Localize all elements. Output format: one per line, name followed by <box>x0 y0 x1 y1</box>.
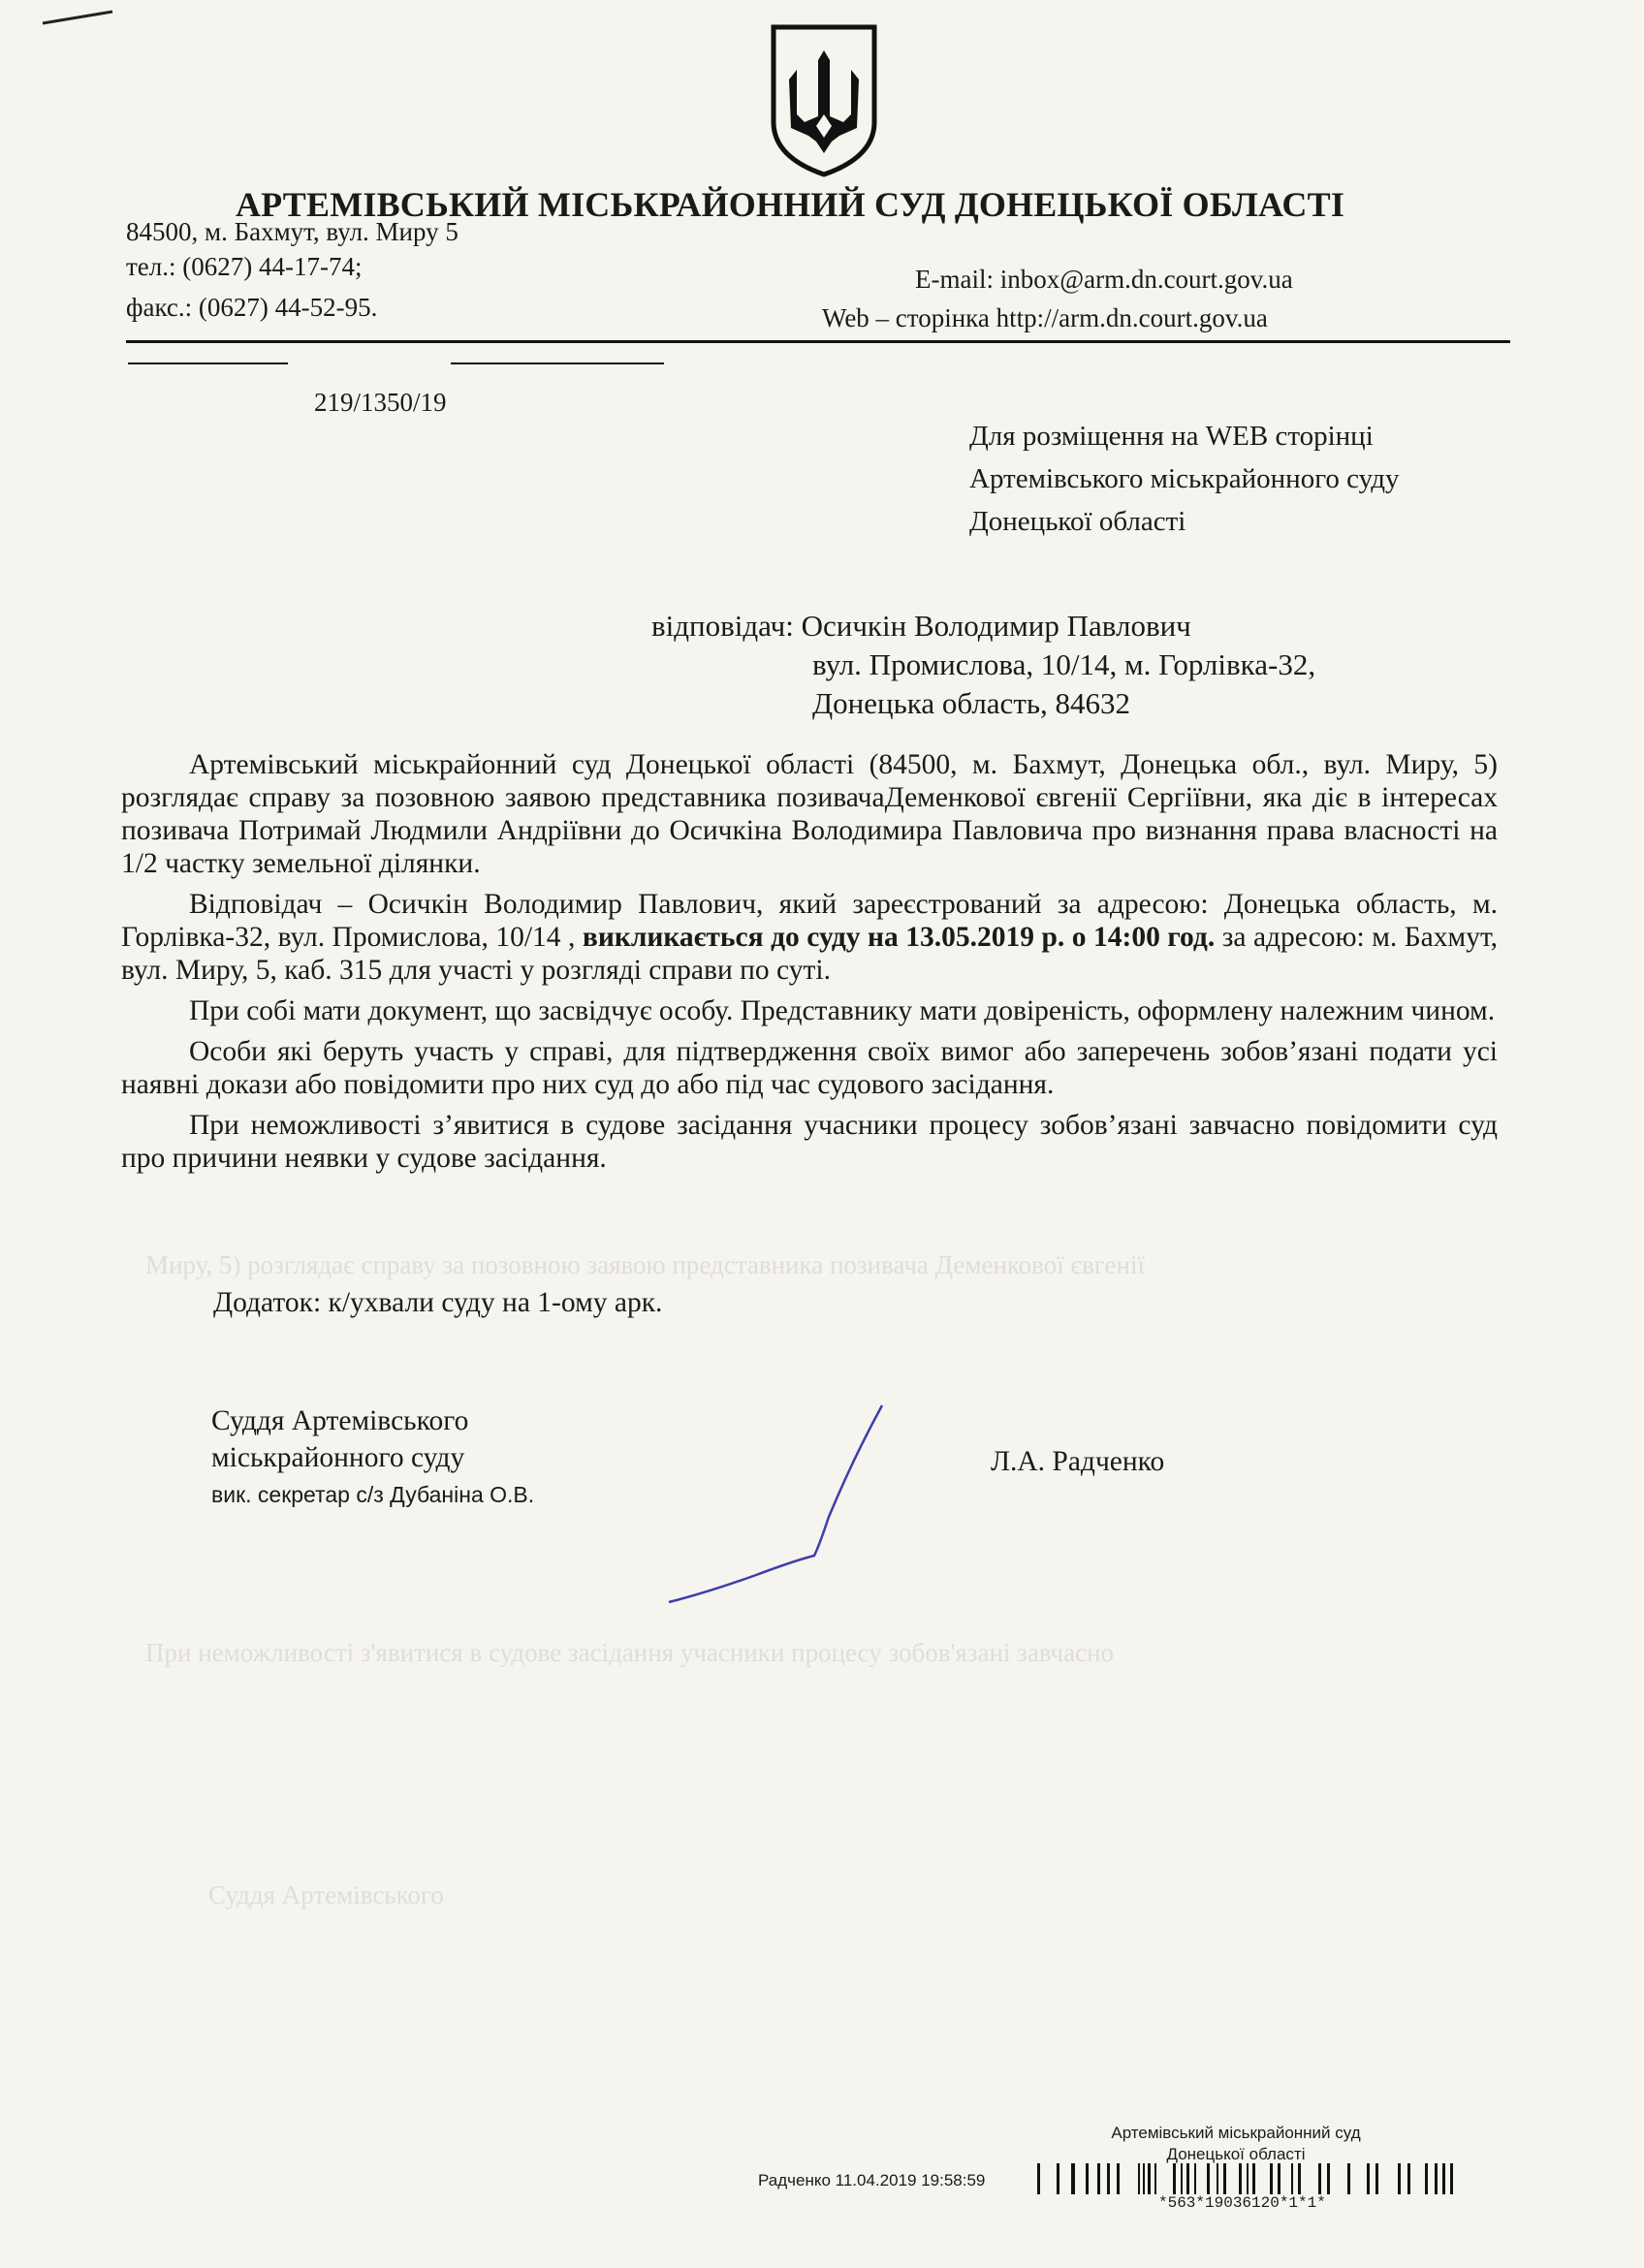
respondent-name: Осичкін Володимир Павлович <box>801 609 1191 643</box>
letter-body <box>121 748 1498 1182</box>
respondent-address-2: Донецька область, 84632 <box>812 686 1130 720</box>
handwritten-signature <box>659 1401 892 1609</box>
bleed-through-text: При неможливості з'явитися в судове засідання учасники процесу зобов'язані завчасно <box>145 1638 1115 1667</box>
court-website: Web – сторінка http://arm.dn.court.gov.ua <box>822 303 1268 332</box>
court-email: E-mail: inbox@arm.dn.court.gov.ua <box>915 265 1293 294</box>
summons-datetime: викликається до суду на 13.05.2019 р. о 14:00 год. <box>582 922 1216 953</box>
stamp-line: Артемівський міськрайонний суд <box>1111 2124 1361 2142</box>
court-fax: факс.: (0627) 44-52-95. <box>126 293 378 322</box>
bleed-through-text: Миру, 5) розглядає справу за позовною заявою представника позивача Деменкової євгенії <box>145 1250 1145 1279</box>
case-number-line <box>126 328 447 478</box>
attachment-note: Додаток: к/ухвали суду на 1-ому арк. <box>213 1287 663 1318</box>
stamp-author-date: Радченко 11.04.2019 19:58:59 <box>758 2171 986 2189</box>
destination-line: Для розміщення на WEB сторінці <box>969 421 1374 452</box>
respondent-address-1: вул. Промислова, 10/14, м. Горлівка-32, <box>812 647 1316 681</box>
signatory-block <box>211 1402 534 1513</box>
court-address: 84500, м. Бахмут, вул. Миру 5 <box>126 217 458 246</box>
destination-line: Артемівського міськрайонного суду <box>969 463 1400 494</box>
body-paragraph: При собі мати документ, що засвідчує особу. Представнику мати довіреність, оформлену належним чином. <box>189 995 1496 1026</box>
respondent-line <box>651 605 1191 647</box>
body-paragraph <box>121 888 1498 987</box>
secretary-note: вик. секретар с/з Дубаніна О.В. <box>211 1482 535 1507</box>
bleed-through-text: Суддя Артемівського <box>208 1880 444 1909</box>
judge-title: міськрайонного суду <box>211 1442 465 1473</box>
judge-name: Л.А. Радченко <box>991 1446 1165 1477</box>
case-number: 219/1350/19 <box>314 388 447 417</box>
body-text-span: за адресою: м. Бахмут, вул. Миру, 5, каб. 315 для участі у розгляді справи по суті. <box>121 922 1498 986</box>
barcode-number: *563*19036120*1*1* <box>1158 2194 1326 2212</box>
judge-title: Суддя Артемівського <box>211 1405 469 1436</box>
coat-of-arms-icon <box>766 21 882 178</box>
registration-stamp <box>1076 2123 1396 2165</box>
body-text-span: Відповідач – Осичкін Володимир Павлович, який зареєстрований за адресою: Донецька область, м. Горлівка-32, вул. Промислова, 10/14 , <box>121 889 1498 953</box>
barcode-icon <box>1037 2163 1493 2194</box>
scan-mark <box>39 8 116 27</box>
stamp-line: Донецької області <box>1166 2145 1306 2163</box>
court-phone: тел.: (0627) 44-17-74; <box>126 252 363 281</box>
destination-line: Донецької області <box>969 506 1186 537</box>
destination-block <box>969 415 1400 543</box>
body-paragraph: Артемівський міськрайонний суд Донецької області (84500, м. Бахмут, Донецька обл., вул. Миру, 5) розглядає справу за позовною заявою представника позивачаДеменкової євгенії Сергіївни, яка діє в інтересах позивача Потримай Людмили Андріївни до Осичкіна Володимира Павловича про визнання права власності на 1/2 частку земельної ділянки. <box>121 749 1498 879</box>
body-paragraph: При неможливості з’явитися в судове засідання учасники процесу зобов’язані завчасно повідомити суд про причини неявки у судове засідання. <box>121 1110 1498 1174</box>
body-paragraph: Особи які беруть участь у справі, для підтвердження своїх вимог або заперечень зобов’язані подати усі наявні докази або повідомити про них суд до або під час судового засідання. <box>121 1036 1498 1100</box>
court-title: АРТЕМІВСЬКИЙ МІСЬКРАЙОННИЙ СУД ДОНЕЦЬКОЇ ОБЛАСТІ <box>235 185 1345 224</box>
respondent-label: відповідач: <box>651 609 794 643</box>
